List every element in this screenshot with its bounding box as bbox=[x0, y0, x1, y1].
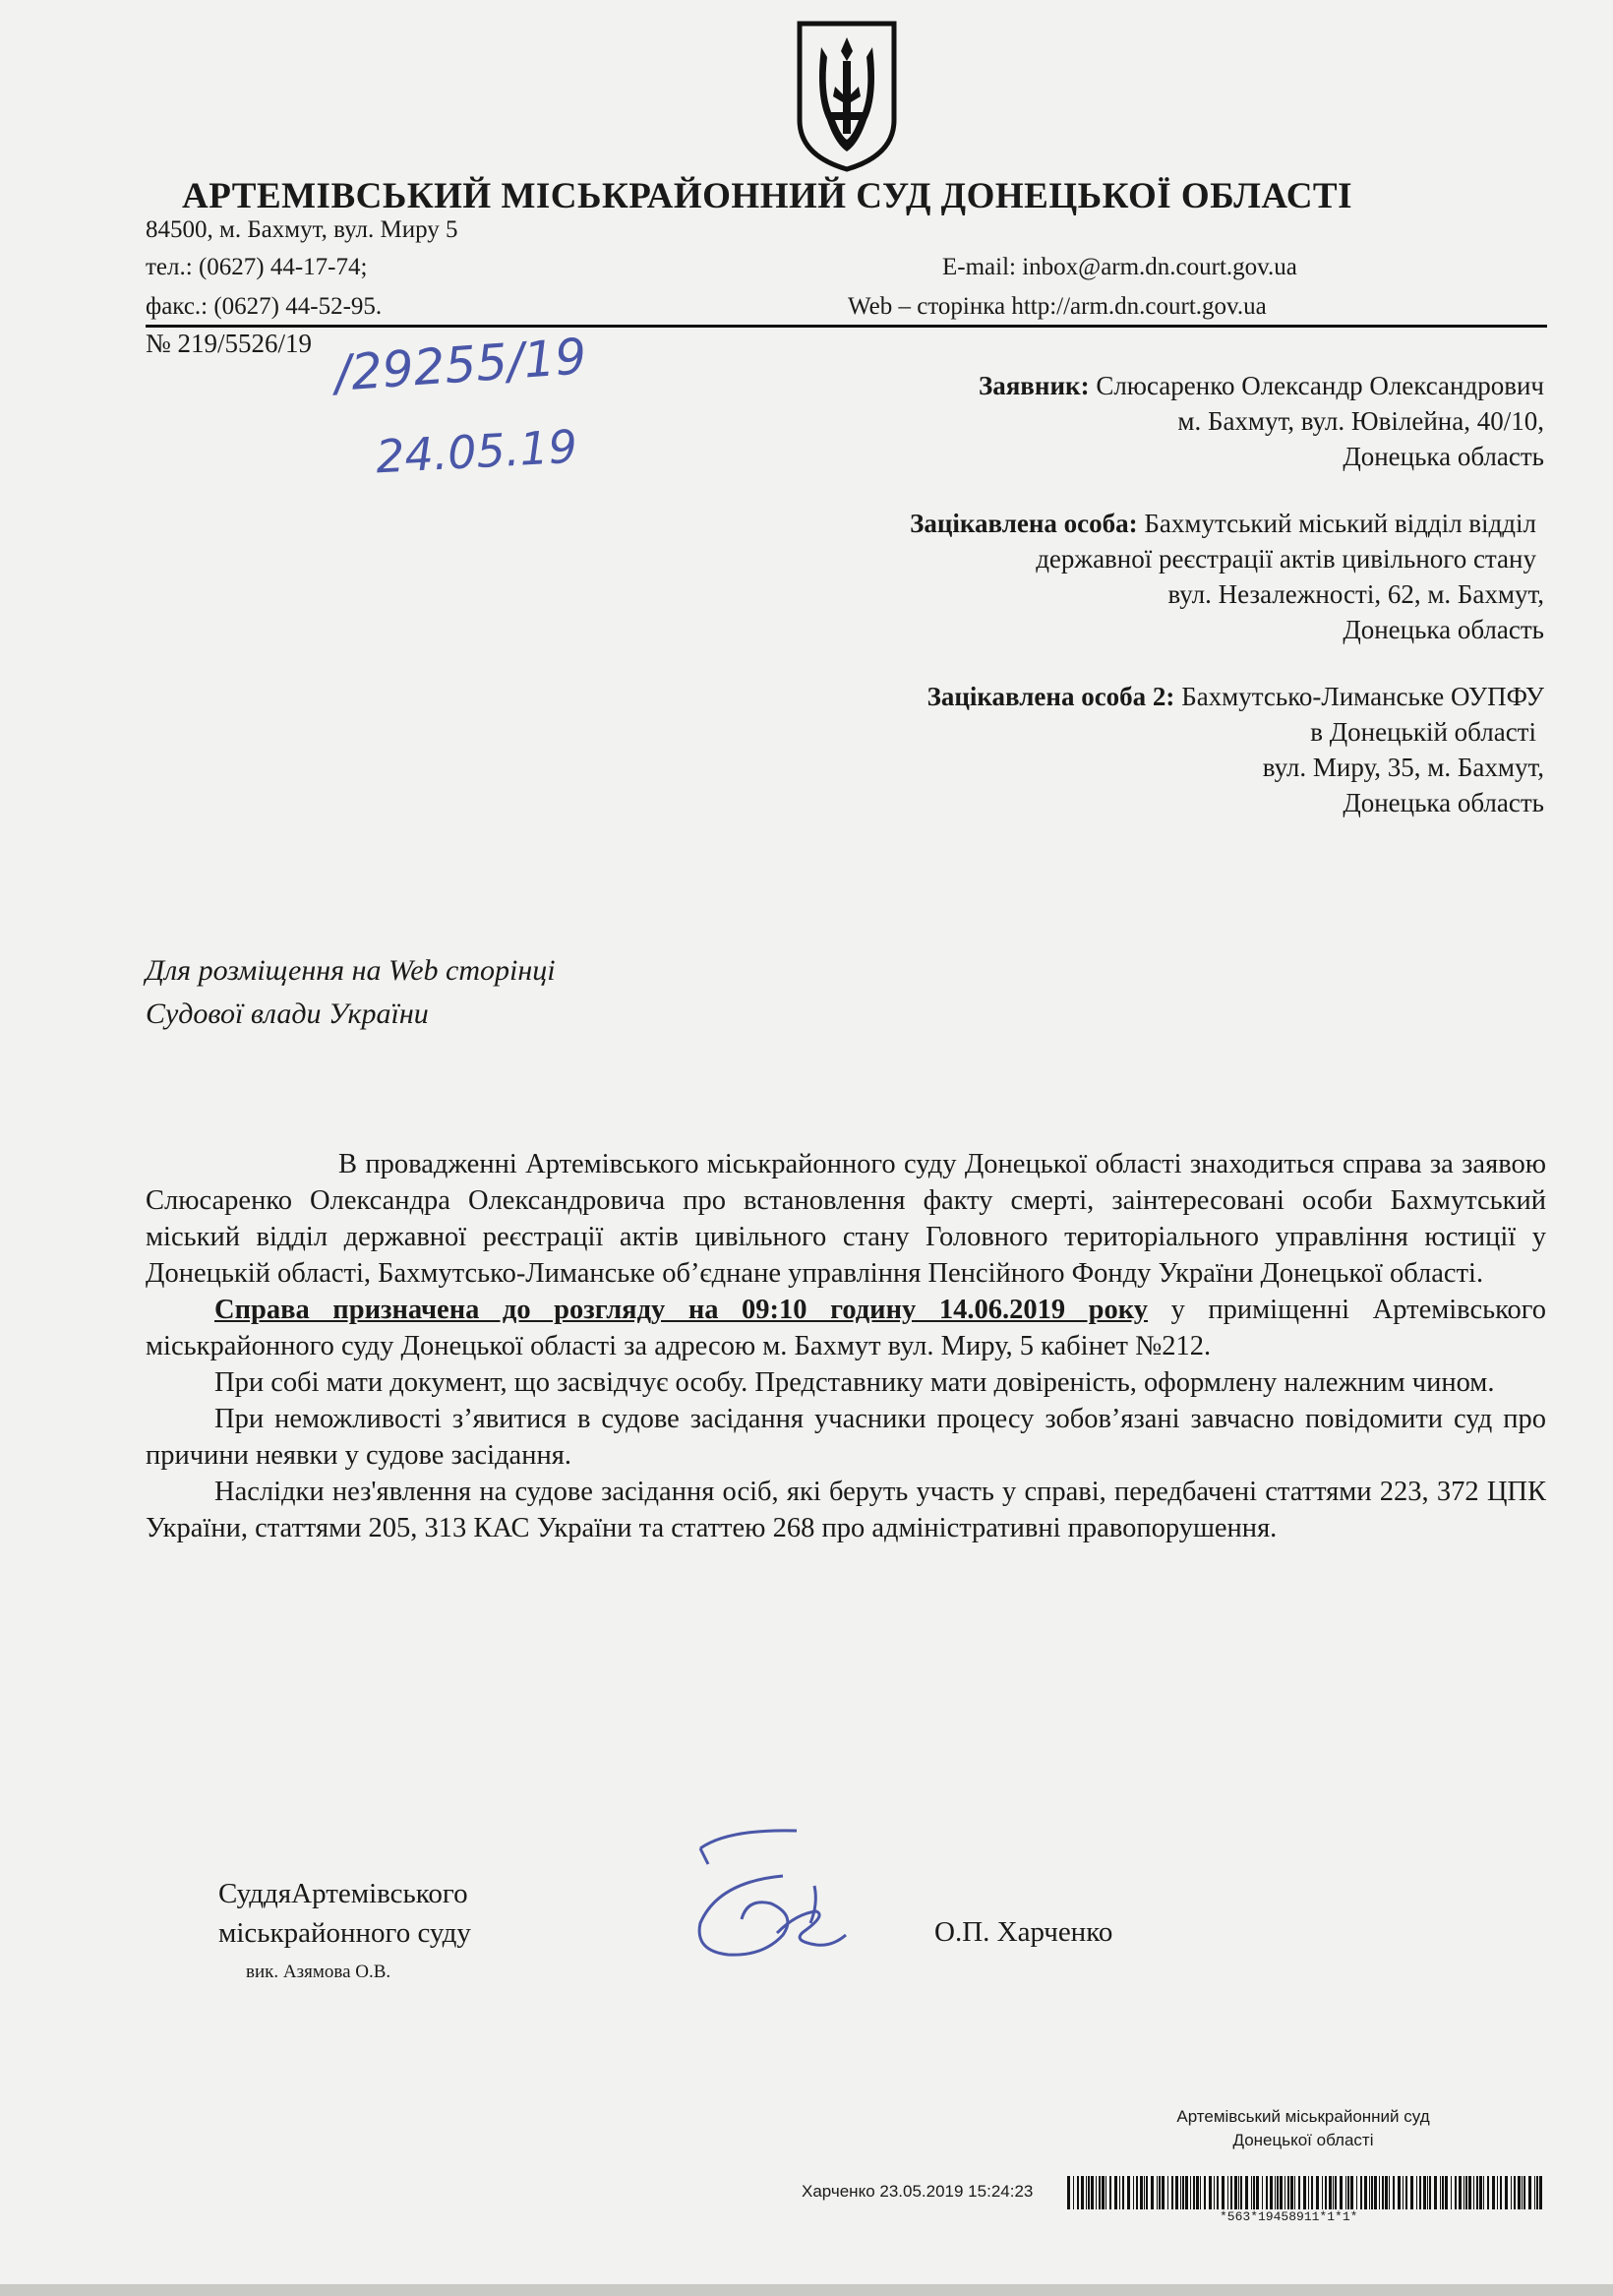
barcode-bar bbox=[1234, 2176, 1237, 2209]
court-website: Web – сторінка http://arm.dn.court.gov.ua bbox=[848, 293, 1267, 320]
barcode-bar bbox=[1329, 2176, 1332, 2209]
barcode-bar bbox=[1434, 2176, 1437, 2209]
barcode-bar bbox=[1073, 2176, 1074, 2209]
barcode-bar bbox=[1360, 2176, 1362, 2209]
barcode-bar bbox=[1091, 2176, 1094, 2209]
barcode-bar bbox=[1522, 2176, 1523, 2209]
barcode-bar bbox=[1382, 2176, 1384, 2209]
barcode-bar bbox=[1523, 2176, 1525, 2209]
barcode-bar bbox=[1311, 2176, 1313, 2209]
barcode-bar bbox=[1167, 2176, 1168, 2209]
barcode-bar bbox=[1476, 2176, 1478, 2209]
barcode-bar bbox=[1347, 2176, 1349, 2209]
barcode-bar bbox=[1374, 2176, 1377, 2209]
barcode-bar bbox=[1180, 2176, 1181, 2209]
court-fax: факс.: (0627) 44-52-95. bbox=[146, 293, 383, 320]
interested-party-2-label: Зацікавлена особа 2: bbox=[926, 682, 1175, 711]
header-rule bbox=[146, 325, 1547, 328]
applicant-address: м. Бахмут, вул. Ювілейна, 40/10, bbox=[1177, 406, 1544, 436]
barcode-bar bbox=[1119, 2176, 1120, 2209]
case-description-paragraph: В провадженні Артемівського міськрайонного суду Донецької області знаходиться справа за заявою Слюсаренко Олександра Олександровича про встановлення факту смерті, заінтересовані особи Бахмутський міський відділ державної реєстрації актів цивільного стану Головного територіального управління юстиції у Донецькій області, Бахмутсько-Лиманське об’єднане управління Пенсійного Фонду України Донецької області. bbox=[146, 1149, 1546, 1289]
barcode-bar bbox=[1266, 2176, 1268, 2209]
barcode-bar bbox=[1238, 2176, 1239, 2209]
interested-party-2-line2: в Донецькій області bbox=[1310, 717, 1536, 747]
barcode-bar bbox=[1287, 2176, 1289, 2209]
barcode-bar bbox=[1487, 2176, 1489, 2209]
barcode-bar bbox=[1077, 2176, 1079, 2209]
barcode-bar bbox=[1350, 2176, 1353, 2209]
interested-party-1-line2: державної реєстрації актів цивільного стану bbox=[1036, 544, 1536, 574]
court-email: E-mail: inbox@arm.dn.court.gov.ua bbox=[942, 254, 1297, 280]
interested-party-1-address: вул. Незалежності, 62, м. Бахмут, bbox=[1167, 579, 1544, 609]
barcode-bar bbox=[1389, 2176, 1390, 2209]
barcode-bar bbox=[1465, 2176, 1467, 2209]
hearing-date-time: Справа призначена до розгляду на 09:10 годину 14.06.2019 року bbox=[214, 1295, 1149, 1325]
judge-title-line1: СуддяАртемівського bbox=[218, 1878, 468, 1909]
barcode-bar bbox=[1270, 2176, 1273, 2209]
barcode-bar bbox=[1151, 2176, 1154, 2209]
barcode-bar bbox=[1105, 2176, 1106, 2209]
web-publication-note bbox=[146, 949, 556, 1036]
barcode-bar bbox=[1253, 2176, 1255, 2209]
interested-party-1-label: Зацікавлена особа: bbox=[910, 509, 1138, 538]
barcode-bar bbox=[1534, 2176, 1535, 2209]
absence-notice-paragraph: При неможливості з’явитися в судове засідання учасники процесу зобов’язані завчасно повідомити суд про причини неявки у судове засідання. bbox=[146, 1404, 1546, 1471]
barcode-bar bbox=[1109, 2176, 1111, 2209]
barcode-bar bbox=[1492, 2176, 1495, 2209]
barcode-bar bbox=[1102, 2176, 1105, 2209]
barcode-bar bbox=[1308, 2176, 1309, 2209]
barcode-bar bbox=[1345, 2176, 1346, 2209]
applicant-label: Заявник: bbox=[978, 371, 1090, 400]
barcode-bar bbox=[1356, 2176, 1357, 2209]
applicant-name: Слюсаренко Олександр Олександрович bbox=[1096, 371, 1544, 400]
barcode-bar bbox=[1398, 2176, 1401, 2209]
barcode-bar bbox=[1146, 2176, 1148, 2209]
court-phone: тел.: (0627) 44-17-74; bbox=[146, 254, 368, 280]
barcode-bar bbox=[1240, 2176, 1242, 2209]
barcode-bar bbox=[1451, 2176, 1452, 2209]
barcode-bar bbox=[1340, 2176, 1343, 2209]
barcode-bar bbox=[1427, 2176, 1428, 2209]
barcode-bar bbox=[1230, 2176, 1232, 2209]
interested-party-2-region: Донецька область bbox=[1343, 788, 1544, 817]
barcode-bar bbox=[1419, 2176, 1421, 2209]
barcode-bar bbox=[1514, 2176, 1516, 2209]
barcode-bar bbox=[1251, 2176, 1252, 2209]
barcode-bar bbox=[1209, 2176, 1212, 2209]
barcode-bar bbox=[1294, 2176, 1295, 2209]
barcode-bar bbox=[1479, 2176, 1482, 2209]
barcode-bar bbox=[1217, 2176, 1219, 2209]
barcode-number: *563*19458911*1*1* bbox=[1220, 2209, 1358, 2224]
barcode-bar bbox=[1099, 2176, 1101, 2209]
notice-body bbox=[146, 1146, 1546, 1546]
barcode-bar bbox=[1193, 2176, 1195, 2209]
barcode-bar bbox=[1227, 2176, 1228, 2209]
handwritten-signature-icon bbox=[688, 1825, 856, 1982]
interested-party-2-address: вул. Миру, 35, м. Бахмут, bbox=[1262, 753, 1544, 782]
barcode-bar bbox=[1284, 2176, 1285, 2209]
identity-document-paragraph: При собі мати документ, що засвідчує особу. Представнику мати довіреність, оформлену належним чином. bbox=[214, 1367, 1495, 1398]
barcode-bar bbox=[1114, 2176, 1117, 2209]
barcode-bar bbox=[1140, 2176, 1143, 2209]
stamp-court-line1: Артемівський міськрайонний суд bbox=[1176, 2107, 1430, 2126]
barcode-bar bbox=[1364, 2176, 1367, 2209]
barcode-bar bbox=[1275, 2176, 1276, 2209]
barcode-bar bbox=[1325, 2176, 1327, 2209]
barcode-bar bbox=[1483, 2176, 1484, 2209]
barcode-bar bbox=[1245, 2176, 1248, 2209]
barcode-bar bbox=[1136, 2176, 1138, 2209]
barcode-bar bbox=[1086, 2176, 1087, 2209]
barcode-bar bbox=[1536, 2176, 1538, 2209]
barcode-bar bbox=[1405, 2176, 1407, 2209]
judge-title-line2: міськрайонного суду bbox=[218, 1917, 471, 1949]
barcode-bar bbox=[1159, 2176, 1161, 2209]
barcode-bar bbox=[1393, 2176, 1395, 2209]
web-note-line1: Для розміщення на Web сторінці bbox=[146, 954, 556, 987]
barcode-bar bbox=[1528, 2176, 1531, 2209]
executor-name: вик. Азямова О.В. bbox=[246, 1962, 391, 1982]
barcode-bar bbox=[1371, 2176, 1373, 2209]
barcode-bar bbox=[1369, 2176, 1370, 2209]
barcode-bar bbox=[1459, 2176, 1462, 2209]
applicant-region: Донецька область bbox=[1343, 442, 1544, 471]
barcode-bar bbox=[1157, 2176, 1158, 2209]
barcode-bar bbox=[1182, 2176, 1184, 2209]
trident-coat-of-arms-icon bbox=[790, 18, 904, 173]
barcode-bar bbox=[1280, 2176, 1283, 2209]
barcode-bar bbox=[1277, 2176, 1279, 2209]
barcode-bar bbox=[1133, 2176, 1134, 2209]
interested-party-2-block bbox=[927, 679, 1544, 820]
barcode-bar bbox=[1416, 2176, 1417, 2209]
barcode-bar bbox=[1442, 2176, 1444, 2209]
barcode-bar bbox=[1410, 2176, 1413, 2209]
barcode-bar bbox=[1518, 2176, 1521, 2209]
barcode-bar bbox=[1190, 2176, 1191, 2209]
barcode-bar bbox=[1403, 2176, 1404, 2209]
barcode-bar bbox=[1379, 2176, 1380, 2209]
interested-party-2-name: Бахмутсько-Лиманське ОУПФУ bbox=[1181, 682, 1544, 711]
barcode-icon bbox=[1067, 2176, 1549, 2209]
stamp-court-line2: Донецької області bbox=[1232, 2131, 1374, 2149]
barcode-bar bbox=[1200, 2176, 1201, 2209]
barcode-bar bbox=[1122, 2176, 1124, 2209]
barcode-bar bbox=[1290, 2176, 1293, 2209]
barcode-bar bbox=[1298, 2176, 1300, 2209]
judge-name: О.П. Харченко bbox=[934, 1916, 1113, 1948]
barcode-bar bbox=[1081, 2176, 1084, 2209]
barcode-bar bbox=[1222, 2176, 1225, 2209]
barcode-bar bbox=[1185, 2176, 1188, 2209]
barcode-bar bbox=[1445, 2176, 1448, 2209]
handwritten-registration-number: /29255/19 bbox=[332, 328, 589, 402]
barcode-bar bbox=[1539, 2176, 1542, 2209]
barcode-bar bbox=[1144, 2176, 1145, 2209]
barcode-bar bbox=[1335, 2176, 1337, 2209]
barcode-bar bbox=[1423, 2176, 1426, 2209]
case-number: № 219/5526/19 bbox=[146, 329, 313, 358]
barcode-bar bbox=[1204, 2176, 1206, 2209]
hearing-location: у приміщенні Артемівського міськрайонного суду Донецької області за адресою м. Бахмут вул. Миру, 5 кабінет №212. bbox=[146, 1295, 1546, 1361]
barcode-bar bbox=[1303, 2176, 1306, 2209]
consequences-paragraph: Наслідки нез'явлення на судове засідання осіб, які беруть участь у справі, передбачені статтями 223, 372 ЦПК України, статтями 205, 313 КАС України та статтею 268 про адміністративні правопорушення. bbox=[146, 1477, 1546, 1543]
applicant-block bbox=[979, 368, 1544, 474]
scan-bottom-edge bbox=[0, 2284, 1613, 2296]
barcode-bar bbox=[1322, 2176, 1323, 2209]
barcode-bar bbox=[1175, 2176, 1178, 2209]
barcode-bar bbox=[1497, 2176, 1498, 2209]
barcode-bar bbox=[1316, 2176, 1319, 2209]
barcode-bar bbox=[1505, 2176, 1508, 2209]
barcode-bar bbox=[1067, 2176, 1070, 2209]
barcode-bar bbox=[1333, 2176, 1334, 2209]
court-name: АРТЕМІВСЬКИЙ МІСЬКРАЙОННИЙ СУД ДОНЕЦЬКОЇ ОБЛАСТІ bbox=[182, 176, 1352, 216]
barcode-bar bbox=[1171, 2176, 1173, 2209]
barcode-bar bbox=[1440, 2176, 1441, 2209]
barcode-bar bbox=[1455, 2176, 1457, 2209]
barcode-bar bbox=[1468, 2176, 1471, 2209]
court-address: 84500, м. Бахмут, вул. Миру 5 bbox=[146, 216, 458, 243]
hearing-paragraph bbox=[146, 1292, 1546, 1364]
barcode-bar bbox=[1162, 2176, 1165, 2209]
barcode-bar bbox=[1262, 2176, 1263, 2209]
barcode-bar bbox=[1500, 2176, 1502, 2209]
handwritten-registration-date: 24.05.19 bbox=[374, 419, 579, 484]
barcode-bar bbox=[1214, 2176, 1215, 2209]
stamp-signer-timestamp: Харченко 23.05.2019 15:24:23 bbox=[802, 2182, 1034, 2201]
interested-party-1-name: Бахмутський міський відділ відділ bbox=[1144, 509, 1536, 538]
barcode-bar bbox=[1256, 2176, 1259, 2209]
barcode-bar bbox=[1429, 2176, 1431, 2209]
interested-party-1-region: Донецька область bbox=[1343, 615, 1544, 644]
interested-party-1-block bbox=[910, 506, 1544, 647]
barcode-bar bbox=[1096, 2176, 1097, 2209]
web-note-line2: Судової влади України bbox=[146, 997, 429, 1030]
barcode-bar bbox=[1511, 2176, 1512, 2209]
barcode-bar bbox=[1127, 2176, 1130, 2209]
barcode-bar bbox=[1473, 2176, 1474, 2209]
barcode-bar bbox=[1196, 2176, 1199, 2209]
barcode-bar bbox=[1385, 2176, 1388, 2209]
judge-title bbox=[218, 1874, 471, 1953]
electronic-stamp-court bbox=[1141, 2105, 1465, 2152]
barcode-bar bbox=[1088, 2176, 1090, 2209]
